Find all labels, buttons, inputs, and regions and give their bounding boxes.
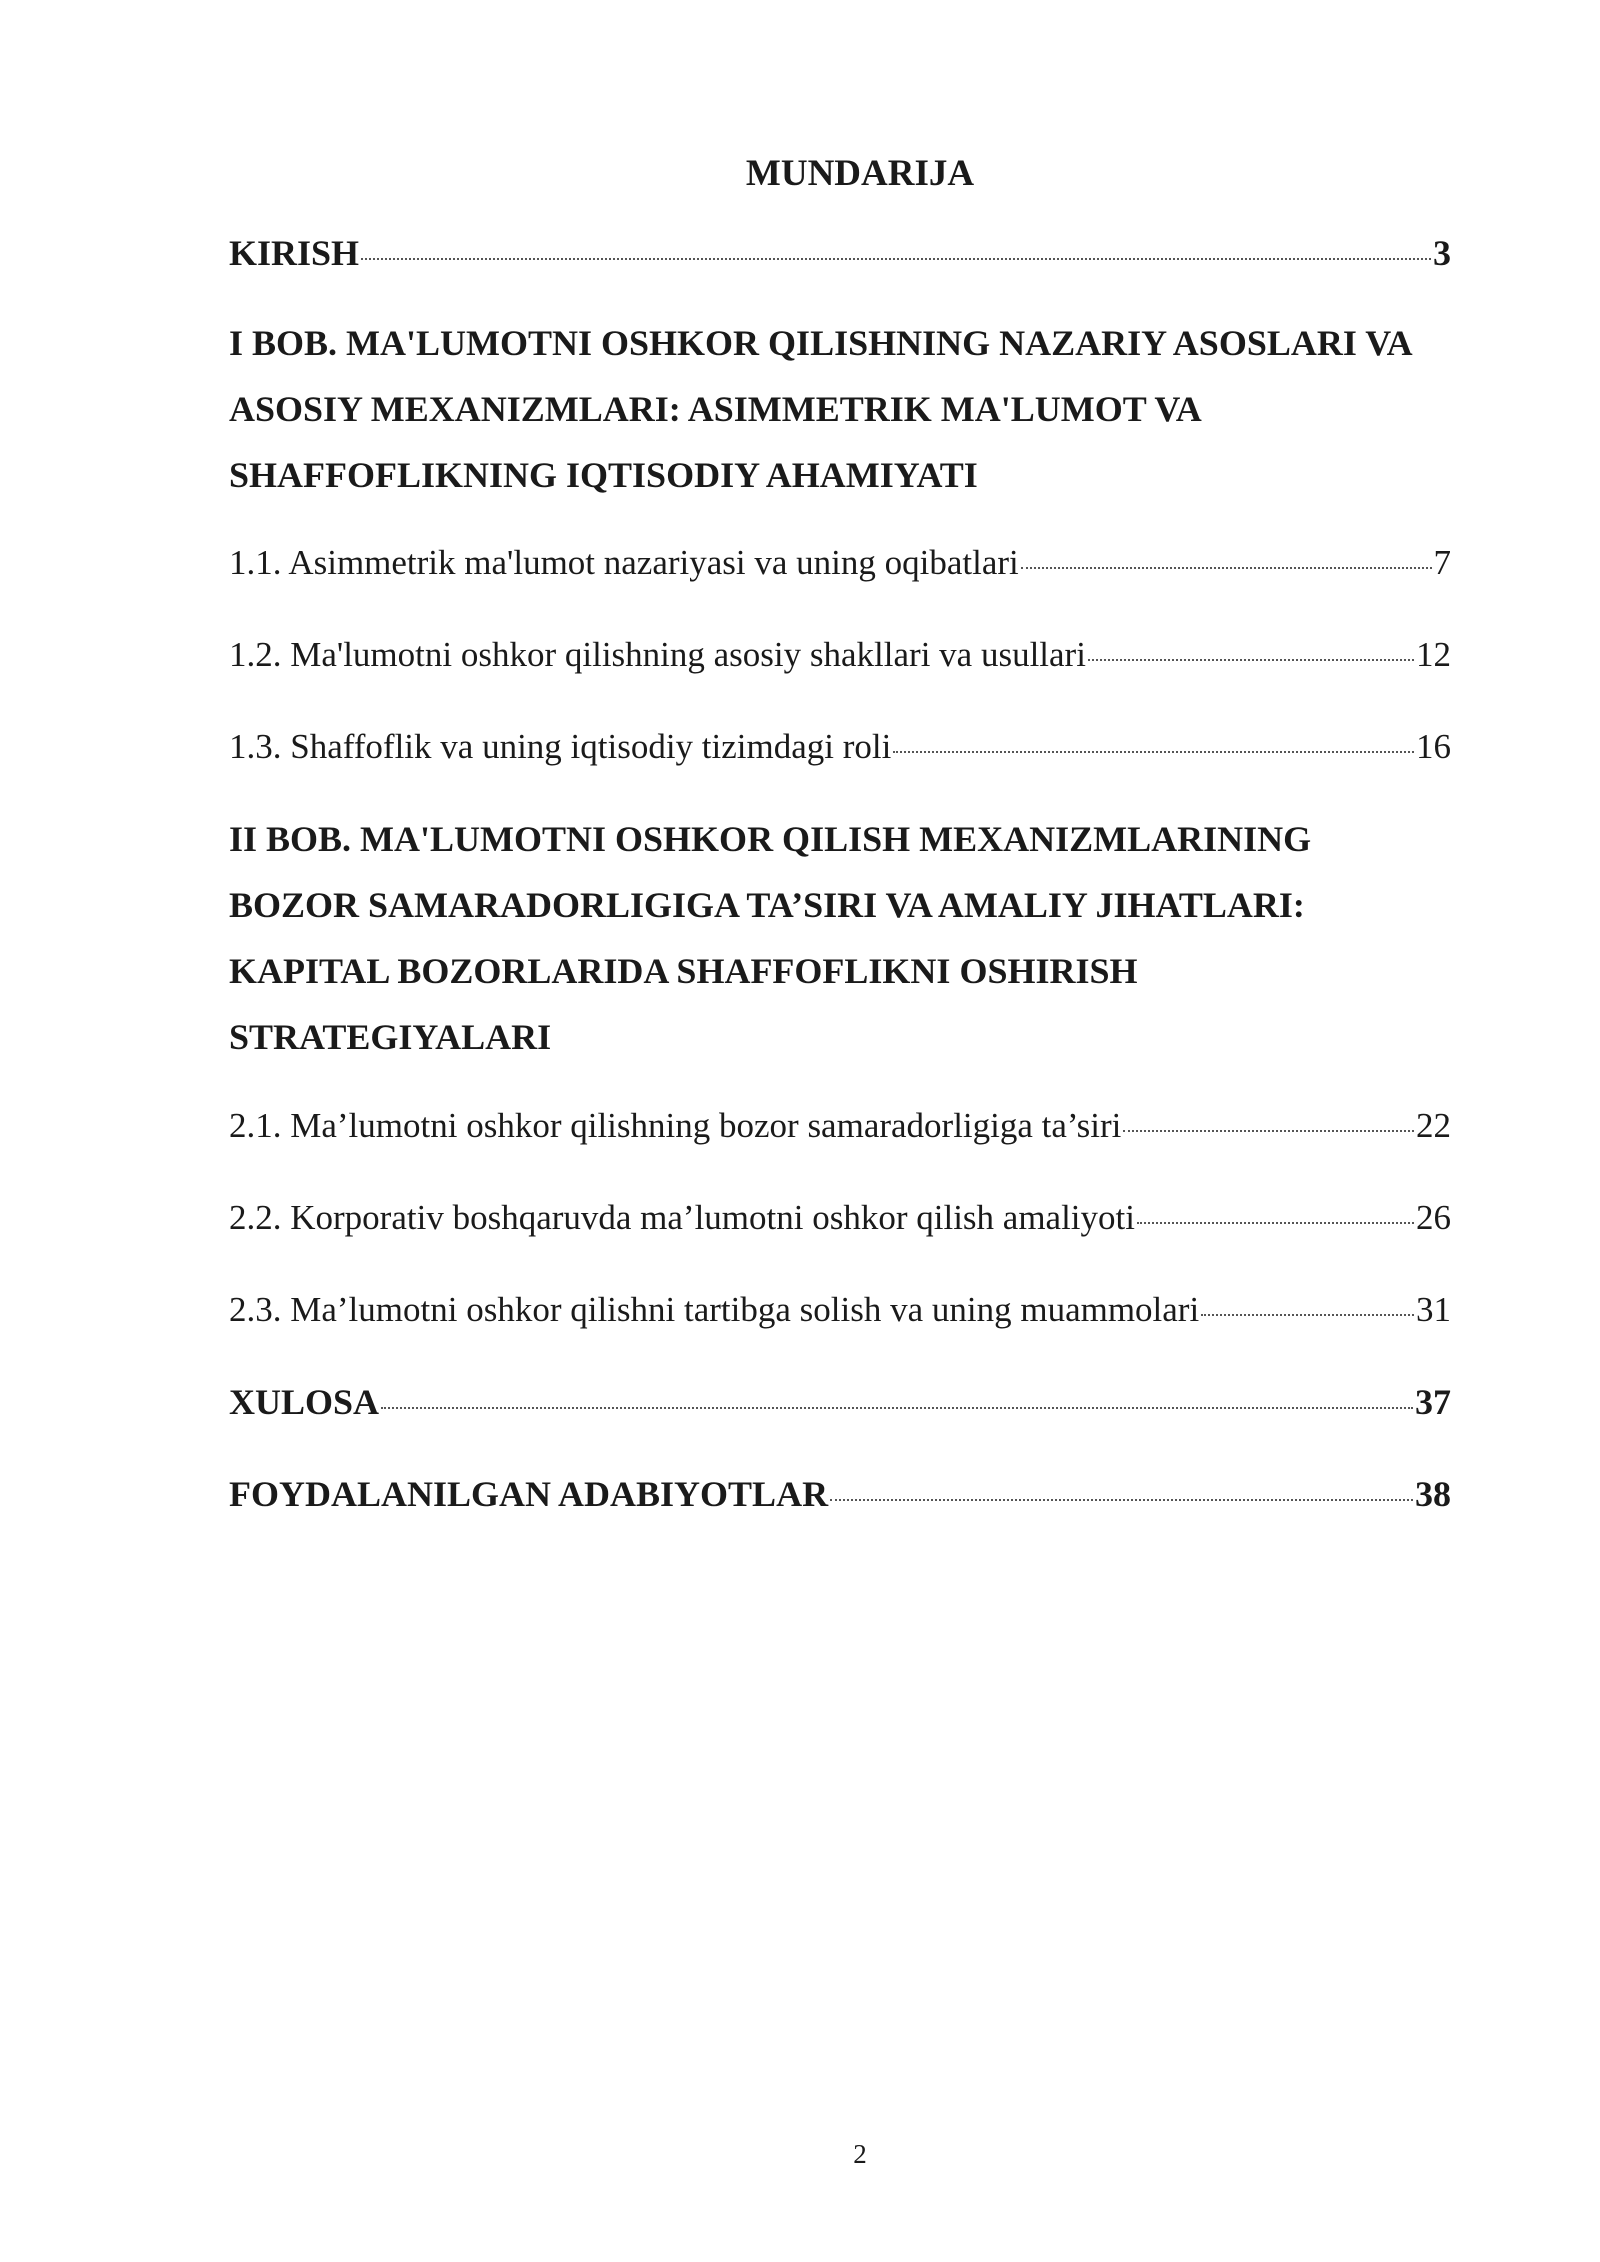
toc-entry-page: 3 — [1433, 233, 1451, 273]
toc-entry-page: 37 — [1415, 1382, 1451, 1422]
dot-leader — [1137, 1222, 1414, 1224]
toc-entry-label: 1.2. Ma'lumotni oshkor qilishning asosiy shakllari va usullari — [229, 635, 1086, 674]
toc-entry-1-1[interactable] — [229, 541, 1451, 585]
dot-leader — [361, 258, 1431, 260]
dot-leader — [1021, 567, 1432, 569]
dot-leader — [830, 1499, 1413, 1501]
dot-leader — [1201, 1314, 1414, 1316]
chapter-line: KAPITAL BOZORLARIDA SHAFFOFLIKNI OSHIRISH — [229, 951, 1138, 991]
page-title: MUNDARIJA — [745, 153, 975, 194]
chapter-line: II BOB. MA'LUMOTNI OSHKOR QILISH MEXANIZMLARINING — [229, 819, 1312, 859]
toc-entry-xulosa[interactable] — [229, 1380, 1451, 1424]
toc-entry-page: 38 — [1415, 1474, 1451, 1514]
toc-entry-label: 1.3. Shaffoflik va uning iqtisodiy tizimdagi roli — [229, 727, 892, 766]
toc-entry-label: 1.1. Asimmetrik ma'lumot nazariyasi va uning oqibatlari — [229, 543, 1019, 582]
chapter-line: I BOB. MA'LUMOTNI OSHKOR QILISHNING NAZARIY ASOSLARI VA — [229, 323, 1413, 363]
toc-entry-1-2[interactable] — [229, 633, 1451, 677]
page-number: 2 — [853, 2139, 867, 2169]
toc-entry-label: 2.1. Ma’lumotni oshkor qilishning bozor samaradorligiga ta’siri — [229, 1106, 1122, 1145]
dot-leader — [1123, 1130, 1414, 1132]
toc-entry-2-1[interactable] — [229, 1104, 1451, 1148]
chapter-line: STRATEGIYALARI — [229, 1017, 552, 1057]
toc-chapter-2[interactable] — [229, 806, 1489, 1070]
toc-entry-page: 31 — [1416, 1290, 1451, 1329]
toc-entry-2-2[interactable] — [229, 1196, 1451, 1240]
toc-entry-2-3[interactable] — [229, 1288, 1451, 1332]
toc-entry-page: 22 — [1416, 1106, 1451, 1145]
chapter-line: SHAFFOFLIKNING IQTISODIY AHAMIYATI — [229, 455, 978, 495]
toc-entry-adabiyotlar[interactable] — [229, 1472, 1451, 1516]
toc-entry-1-3[interactable] — [229, 725, 1451, 769]
toc-chapter-1[interactable] — [229, 310, 1489, 508]
toc-entry-label: XULOSA — [229, 1382, 380, 1422]
dot-leader — [381, 1407, 1413, 1409]
toc-entry-label: KIRISH — [229, 233, 360, 273]
dot-leader — [893, 751, 1414, 753]
dot-leader — [1088, 659, 1414, 661]
toc-entry-label: FOYDALANILGAN ADABIYOTLAR — [229, 1474, 829, 1514]
toc-entry-label: 2.3. Ma’lumotni oshkor qilishni tartibga solish va uning muammolari — [229, 1290, 1200, 1329]
chapter-line: BOZOR SAMARADORLIGIGA TA’SIRI VA AMALIY JIHATLARI: — [229, 885, 1305, 925]
toc-entry-page: 12 — [1416, 635, 1451, 674]
chapter-line: ASOSIY MEXANIZMLARI: ASIMMETRIK MA'LUMOT VA — [229, 389, 1202, 429]
toc-entry-label: 2.2. Korporativ boshqaruvda ma’lumotni oshkor qilish amaliyoti — [229, 1198, 1135, 1237]
toc-entry-kirish[interactable] — [229, 231, 1451, 275]
toc-entry-page: 16 — [1416, 727, 1451, 766]
toc-entry-page: 7 — [1433, 543, 1451, 582]
toc-entry-page: 26 — [1416, 1198, 1451, 1237]
